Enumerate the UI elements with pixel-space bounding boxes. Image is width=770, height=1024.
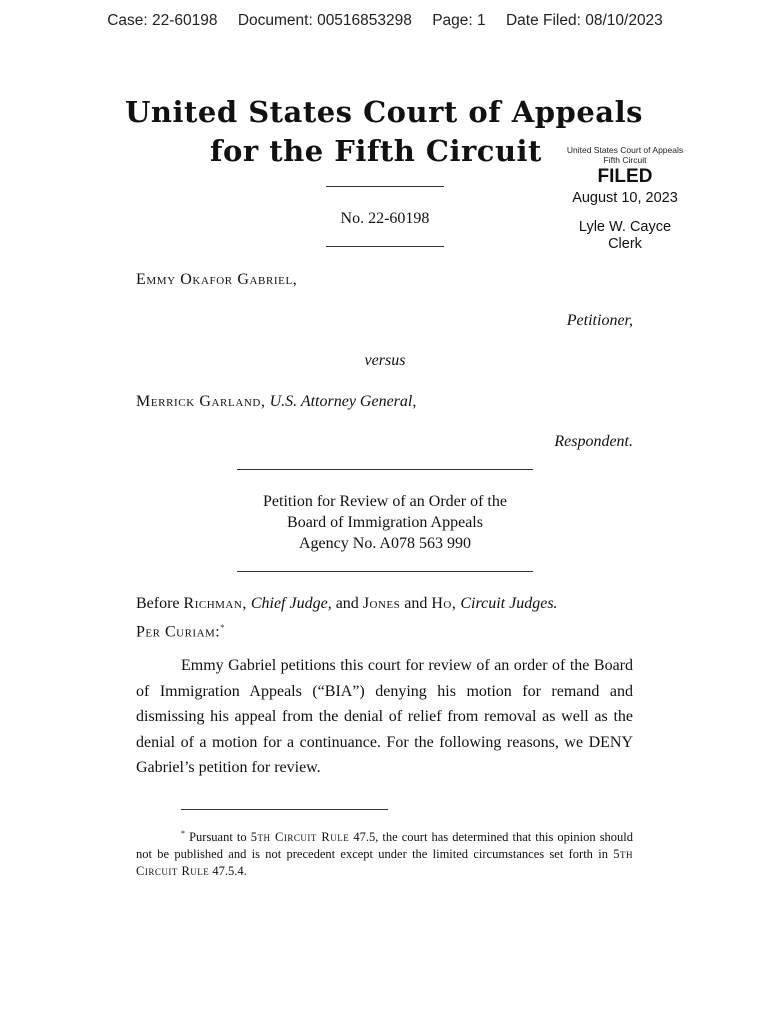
before-prefix: Before xyxy=(136,595,180,612)
stamp-circuit: Fifth Circuit xyxy=(603,155,647,165)
per-curiam-line xyxy=(136,623,224,641)
respondent-line xyxy=(136,393,416,411)
date-filed-header: Date Filed: 08/10/2023 xyxy=(505,12,663,29)
footnote-rule-ref2: 5th Circuit Rule xyxy=(136,847,633,879)
petitioner-role: Petitioner, xyxy=(566,312,633,329)
stamp-clerk-name: Lyle W. Cayce xyxy=(578,219,672,235)
footnote-rule-ref1: 5th Circuit Rule xyxy=(250,830,350,845)
versus-label: versus xyxy=(364,352,406,369)
document-number-header: Document: 00516853298 xyxy=(237,12,412,29)
footnote-text-b: 47.5, the court has determined that this opinion should not be published and is not precedent except under the limited circumstances set forth in xyxy=(136,830,634,862)
divider xyxy=(237,571,533,572)
chief-judge-title: Chief Judge, xyxy=(250,595,332,612)
divider xyxy=(326,246,444,247)
stamp-date: August 10, 2023 xyxy=(572,190,678,206)
footnote-divider xyxy=(181,809,388,810)
before-and2: and xyxy=(404,595,428,612)
case-header xyxy=(0,12,770,30)
respondent-role: Respondent. xyxy=(554,433,633,450)
judge-jones: Jones xyxy=(362,595,401,612)
judge-richman: Richman, xyxy=(183,595,247,612)
before-and1: and xyxy=(335,595,359,612)
petition-line1: Petition for Review of an Order of the xyxy=(263,493,507,510)
case-number-header: Case: 22-60198 xyxy=(107,12,218,29)
footnote-ref-mark: * xyxy=(220,623,225,632)
divider xyxy=(237,469,533,470)
court-title-line2: for the Fifth Circuit xyxy=(210,134,542,168)
before-line xyxy=(136,595,558,613)
stamp-court-name: United States Court of Appeals xyxy=(566,145,684,155)
page-number-header: Page: 1 xyxy=(432,12,486,29)
opinion-paragraph: Emmy Gabriel petitions this court for review of an order of the Board of Immigration Appeals (“BIA”) denying his motion for remand and dismissing his appeal from the denial of relief from removal as well as the denial of a motion for a continuance. For the following reasons, we DENY Gabriel’s petition for review. xyxy=(136,657,633,776)
footnote-text-a: Pursuant to xyxy=(189,830,247,845)
agency-number: Agency No. A078 563 990 xyxy=(299,535,471,552)
footnote xyxy=(136,825,633,880)
circuit-judges-title: Circuit Judges. xyxy=(460,595,558,612)
stamp-filed: FILED xyxy=(597,166,653,187)
respondent-title: U.S. Attorney General, xyxy=(269,393,417,410)
respondent-name: Merrick Garland, xyxy=(136,393,266,410)
per-curiam: Per Curiam: xyxy=(136,623,221,641)
footnote-mark: * xyxy=(181,829,185,838)
stamp-clerk-title: Clerk xyxy=(608,236,642,252)
petition-line2: Board of Immigration Appeals xyxy=(287,514,483,531)
court-title-line1: United States Court of Appeals xyxy=(125,95,643,129)
footnote-text-c: 47.5.4. xyxy=(212,864,247,879)
case-number: No. 22-60198 xyxy=(340,210,430,227)
judge-ho: Ho, xyxy=(431,595,457,612)
petitioner-name: Emmy Okafor Gabriel, xyxy=(136,271,298,288)
divider xyxy=(326,186,444,187)
